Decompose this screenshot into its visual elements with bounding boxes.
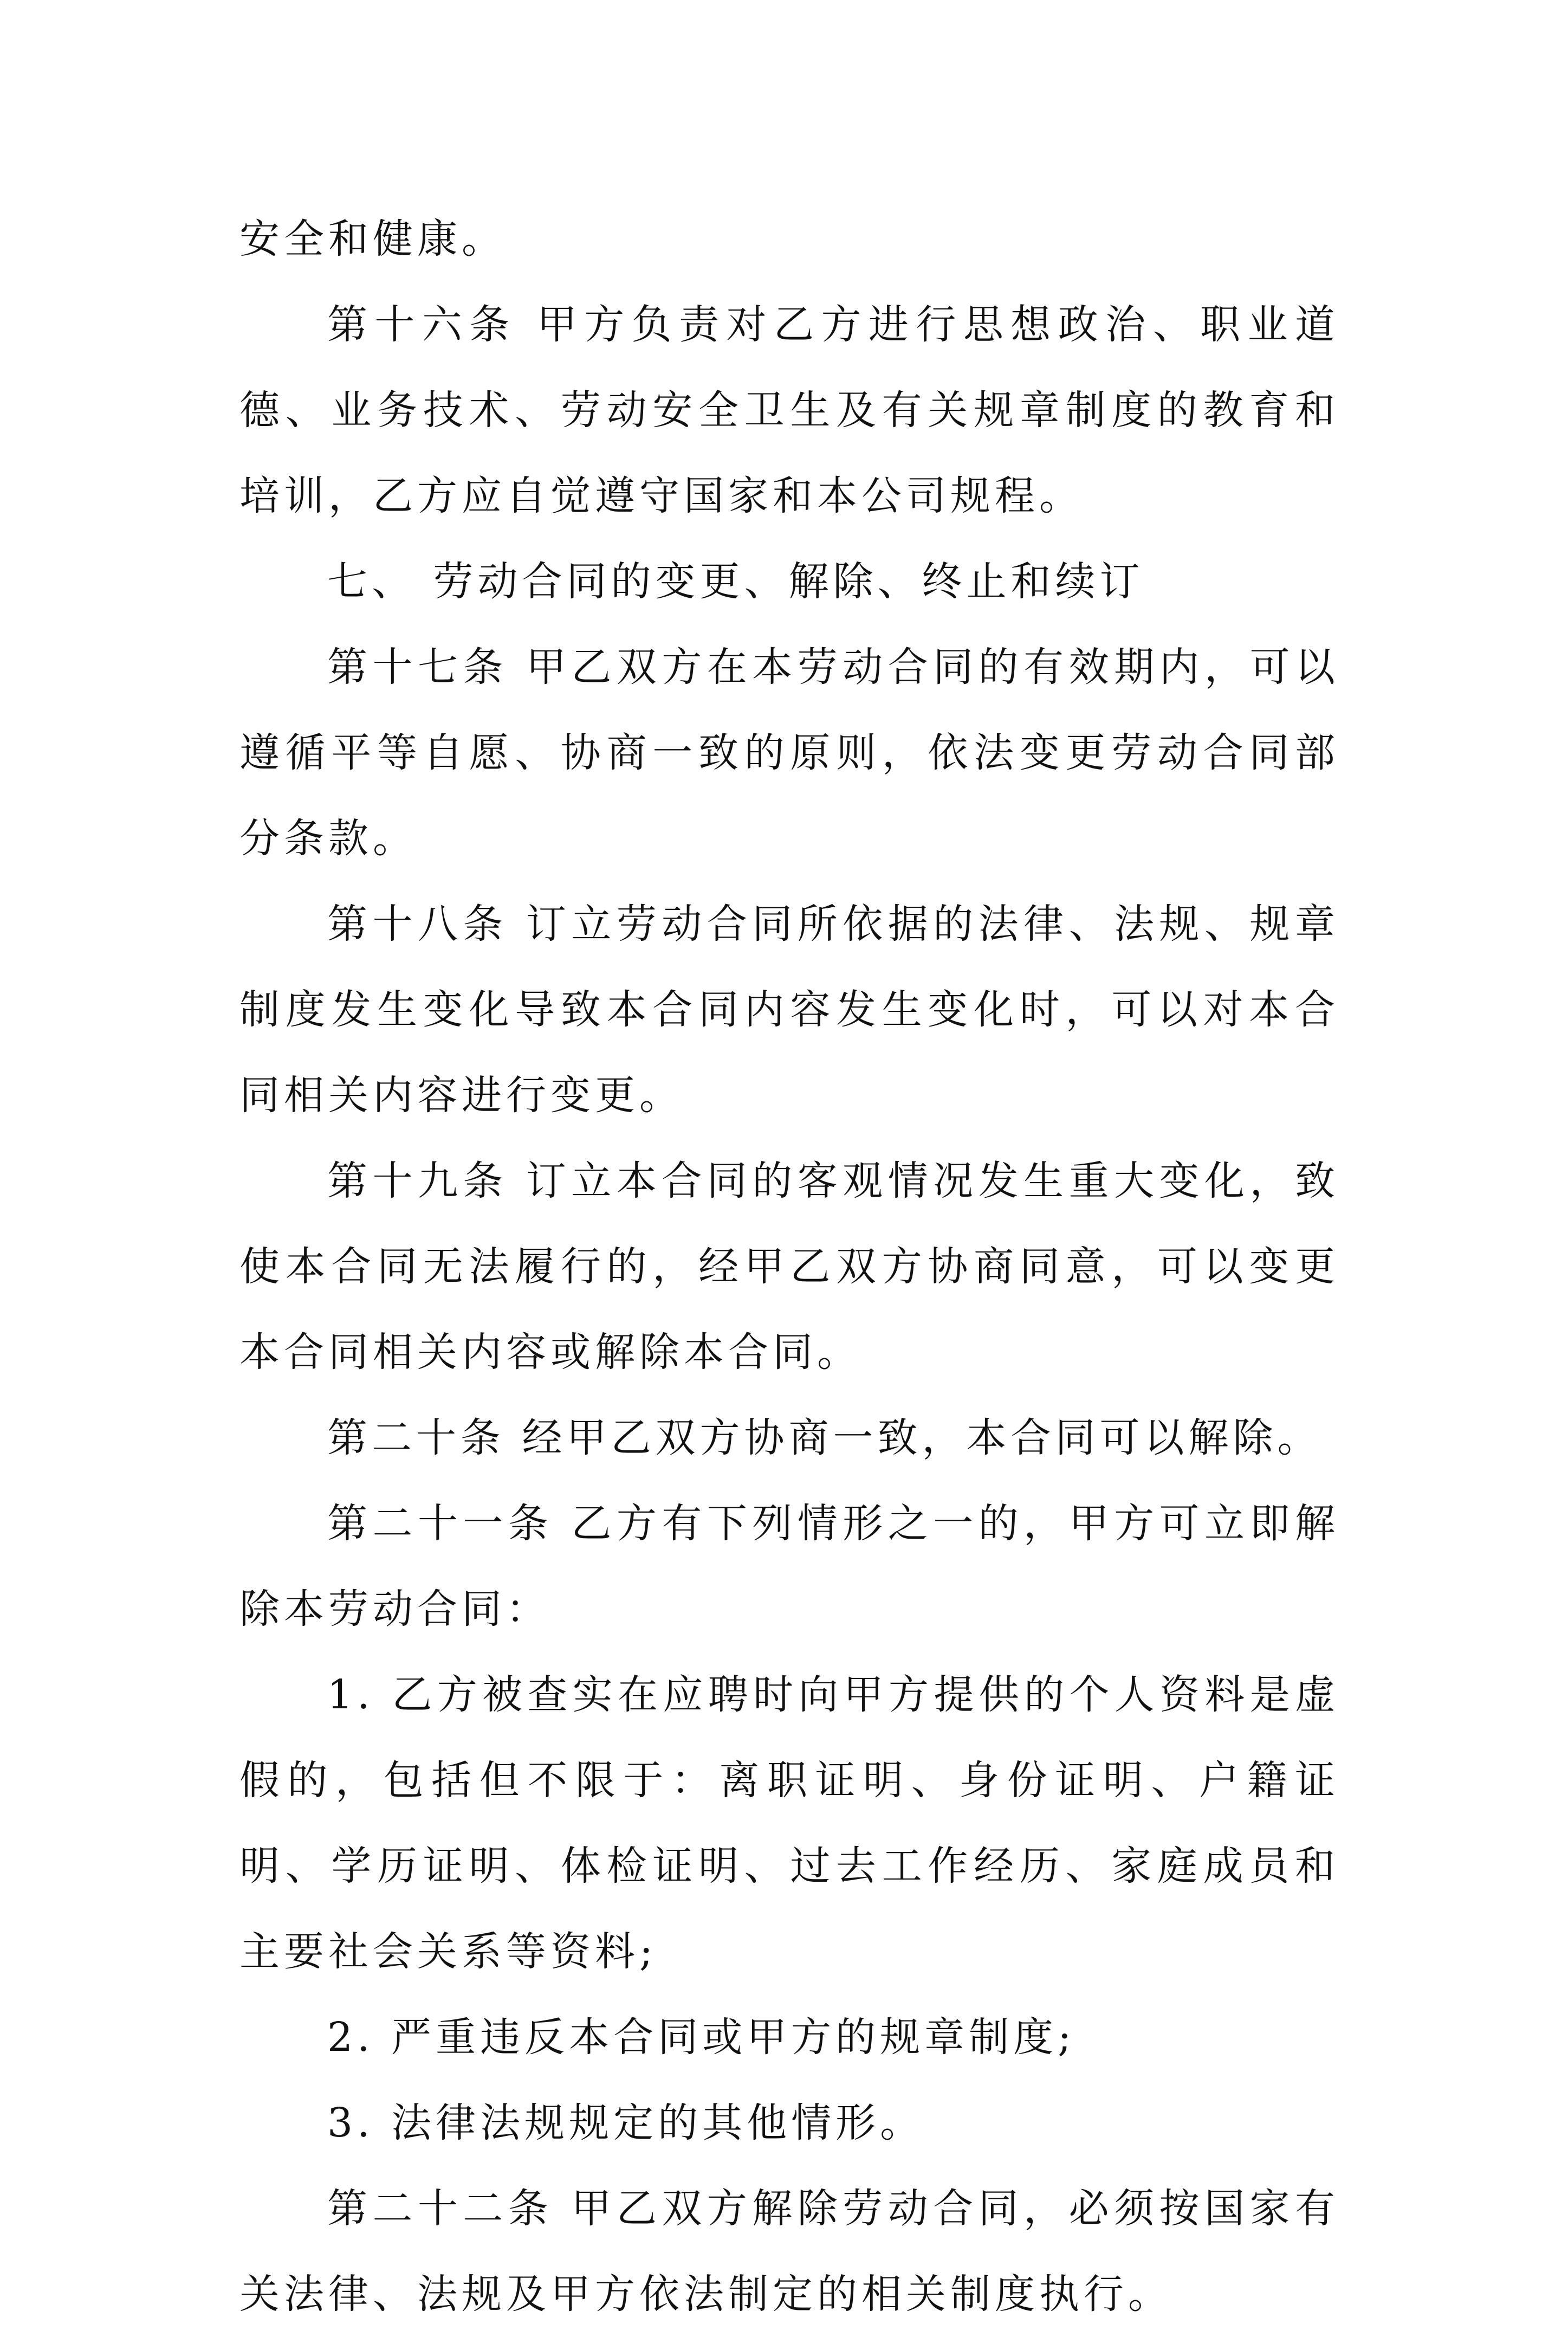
article-22: 第二十二条 甲乙双方解除劳动合同，必须按国家有关法律、法规及甲方依法制定的相关制度执行。 [239, 2185, 1339, 2317]
article-16: 第十六条 甲方负责对乙方进行思想政治、职业道德、业务技术、劳动安全卫生及有关规章制度的教育和培训，乙方应自觉遵守国家和本公司规程。 [239, 301, 1339, 519]
article-21: 第二十一条 乙方有下列情形之一的，甲方可立即解除本劳动合同： [239, 1500, 1339, 1632]
paragraph-continuation: 安全和健康。 [239, 216, 506, 262]
article-21-item-1: 1. 乙方被查实在应聘时向甲方提供的个人资料是虚假的，包括但不限于：离职证明、身份证明、户籍证明、学历证明、体检证明、过去工作经历、家庭成员和主要社会关系等资料; [239, 1671, 1339, 1975]
article-21-item-2: 2. 严重违反本合同或甲方的规章制度; [327, 2014, 1076, 2061]
article-18: 第十八条 订立劳动合同所依据的法律、法规、规章制度发生变化导致本合同内容发生变化时，可以对本合同相关内容进行变更。 [239, 901, 1339, 1119]
document-body [239, 196, 1339, 2337]
article-17: 第十七条 甲乙双方在本劳动合同的有效期内，可以遵循平等自愿、协商一致的原则，依法变更劳动合同部分条款。 [239, 644, 1339, 862]
section-heading-7: 七、 劳动合同的变更、解除、终止和续订 [327, 558, 1144, 605]
article-21-item-3: 3. 法律法规规定的其他情形。 [327, 2100, 925, 2146]
article-19: 第十九条 订立本合同的客观情况发生重大变化，致使本合同无法履行的，经甲乙双方协商同意，可以变更本合同相关内容或解除本合同。 [239, 1158, 1339, 1376]
article-20: 第二十条 经甲乙双方协商一致，本合同可以解除。 [327, 1415, 1322, 1461]
